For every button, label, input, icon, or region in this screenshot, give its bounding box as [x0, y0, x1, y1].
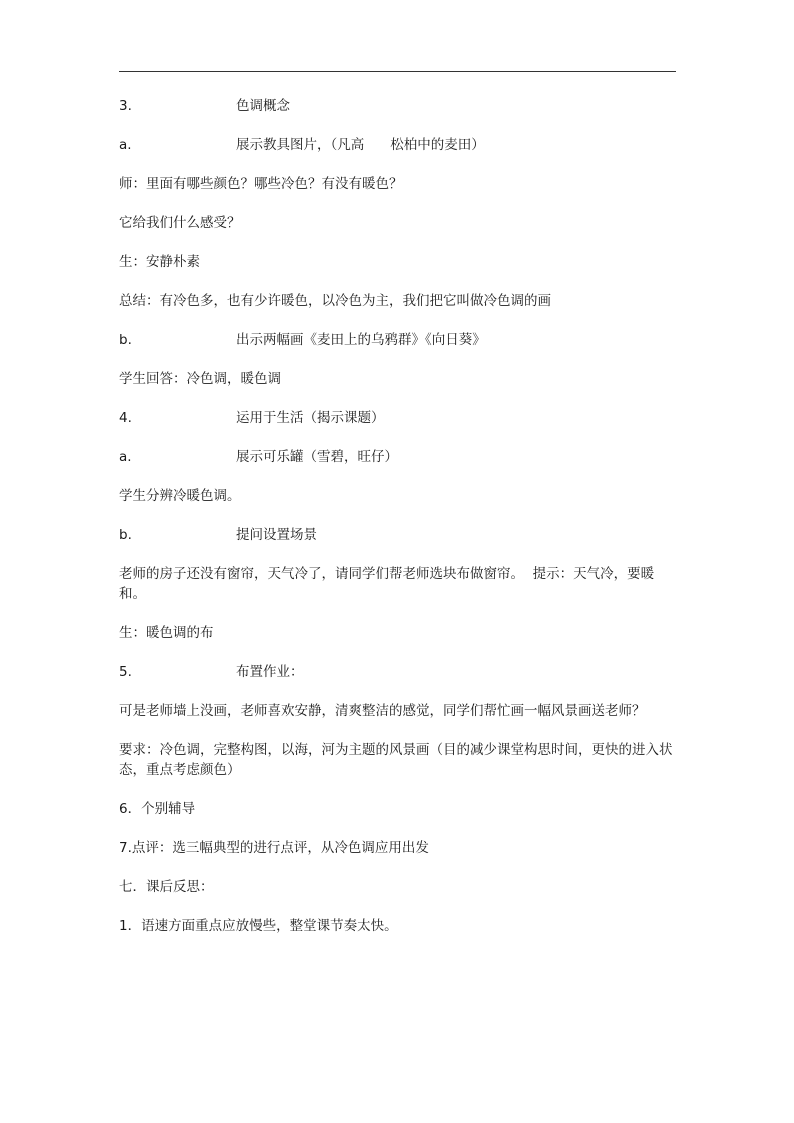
item-number: b.	[119, 527, 132, 543]
step-b-two-paintings	[119, 330, 679, 350]
item-text: 展示教具图片，（凡高	[236, 137, 365, 153]
item-text: 运用于生活（揭示课题）	[236, 410, 385, 426]
item-number: 4.	[119, 410, 132, 426]
item-number: 5.	[119, 664, 132, 680]
paragraph: 1．语速方面重点应放慢些，整堂课节奏太快。	[119, 918, 398, 934]
item-text: 提问设置场景	[236, 527, 317, 543]
paragraph: 学生分辨冷暖色调。	[119, 488, 241, 504]
paragraph: 生：安静朴素	[119, 254, 200, 270]
document-body	[119, 96, 679, 955]
section-4-heading	[119, 408, 679, 428]
paragraph: 总结：有冷色多，也有少许暖色，以冷色为主，我们把它叫做冷色调的画	[119, 293, 551, 309]
paragraph: 七．课后反思：	[119, 879, 214, 895]
item-number: 3.	[119, 98, 132, 114]
step-a-show-picture	[119, 135, 679, 155]
item-text: 展示可乐罐（雪碧，旺仔）	[236, 449, 398, 465]
paragraph: 老师的房子还没有窗帘，天气冷了，请同学们帮老师选块布做窗帘。 提示：天气冷，要暖和。	[119, 566, 655, 602]
item-number: a.	[119, 449, 132, 465]
header-rule	[119, 71, 676, 72]
paragraph: 它给我们什么感受？	[119, 215, 241, 231]
paragraph: 可是老师墙上没画，老师喜欢安静，清爽整洁的感觉，同学们帮忙画一幅风景画送老师？	[119, 703, 646, 719]
paragraph: 师：里面有哪些颜色？哪些冷色？有没有暖色？	[119, 176, 403, 192]
paragraph: 学生回答：冷色调，暖色调	[119, 371, 281, 387]
section-3-heading	[119, 96, 679, 116]
item-text: 色调概念	[236, 98, 290, 114]
step-b-scene	[119, 525, 679, 545]
item-text: 布置作业：	[236, 664, 304, 680]
paragraph: 7.点评：选三幅典型的进行点评，从冷色调应用出发	[119, 840, 429, 856]
item-text: 出示两幅画《麦田上的乌鸦群》《向日葵》	[236, 332, 486, 348]
item-number: a.	[119, 137, 132, 153]
paragraph: 要求：冷色调，完整构图，以海，河为主题的风景画（目的减少课堂构思时间，更快的进入状态，重点考虑颜色）	[119, 742, 673, 778]
paragraph: 6．个别辅导	[119, 801, 196, 817]
paragraph: 生：暖色调的布	[119, 625, 214, 641]
item-text-continued: 松柏中的麦田）	[390, 137, 485, 153]
step-a-cola-cans	[119, 447, 679, 467]
item-number: b.	[119, 332, 132, 348]
section-5-heading	[119, 662, 679, 682]
